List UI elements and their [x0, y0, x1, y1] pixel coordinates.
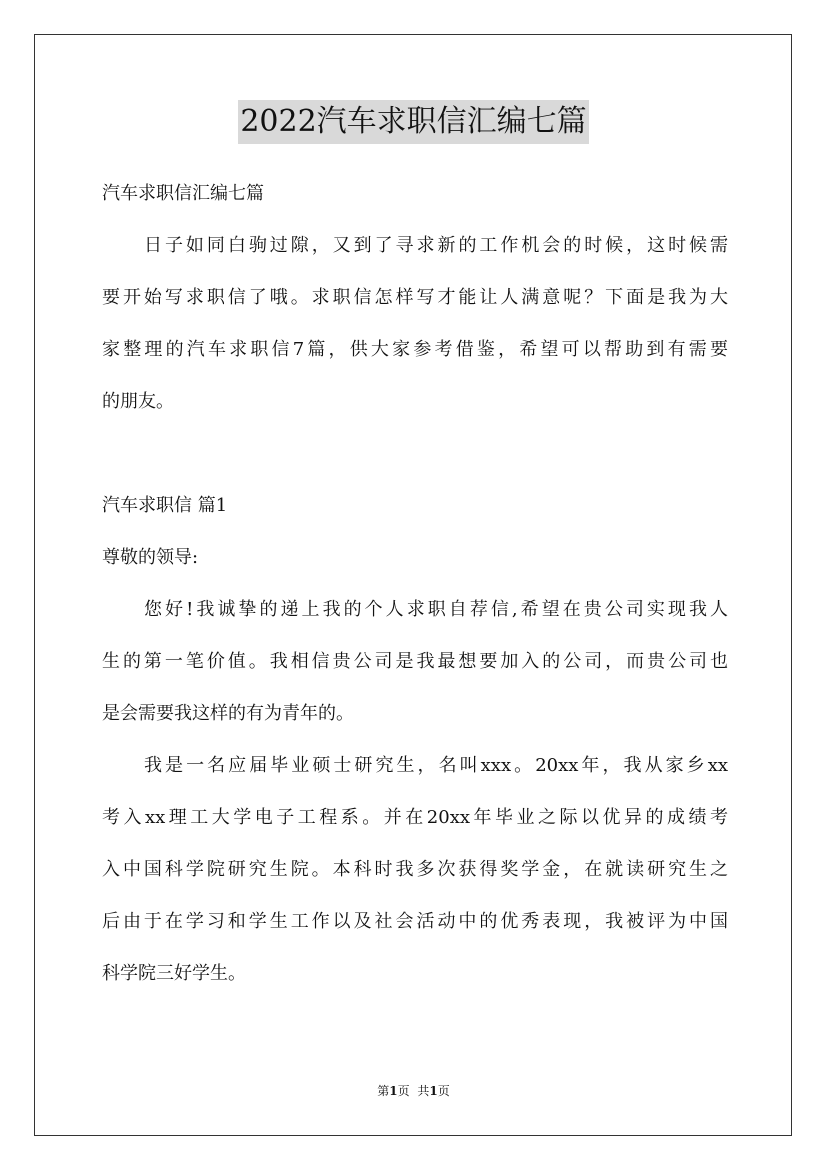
paragraph-line: 是会需要我这样的有为青年的。	[102, 703, 354, 724]
paragraph-line: 我是一名应届毕业硕士研究生，名叫xxx。20xx年，我从家乡xx	[144, 755, 728, 776]
salutation: 尊敬的领导:	[102, 547, 199, 568]
paragraph-line: 科学院三好学生。	[102, 963, 246, 984]
document-title: 2022汽车求职信汇编七篇	[238, 100, 588, 144]
paragraph-line: 要开始写求职信了哦。求职信怎样写才能让人满意呢？下面是我为大	[102, 287, 728, 308]
footer-total-prefix: 共	[417, 1084, 430, 1098]
paragraph-line: 考入xx理工大学电子工程系。并在20xx年毕业之际以优异的成绩考	[102, 807, 728, 828]
document-subtitle: 汽车求职信汇编七篇	[102, 183, 264, 204]
paragraph-line: 家整理的汽车求职信7篇，供大家参考借鉴，希望可以帮助到有需要	[102, 339, 728, 360]
spacer	[102, 428, 728, 480]
paragraph-line: 生的第一笔价值。我相信贵公司是我最想要加入的公司，而贵公司也	[102, 651, 728, 672]
paragraph-2	[102, 740, 728, 1000]
footer-page-unit: 页	[397, 1084, 410, 1098]
page-footer	[0, 1082, 827, 1099]
intro-paragraph	[102, 220, 728, 428]
footer-total-pages: 1	[429, 1084, 438, 1098]
paragraph-line: 您好!我诚挚的递上我的个人求职自荐信,希望在贵公司实现我人	[144, 599, 728, 620]
document-body	[102, 168, 728, 1000]
paragraph-line: 日子如同白驹过隙，又到了寻求新的工作机会的时候，这时候需	[144, 235, 728, 256]
title-wrap	[0, 100, 827, 144]
paragraph-line: 后由于在学习和学生工作以及社会活动中的优秀表现，我被评为中国	[102, 911, 728, 932]
section-heading: 汽车求职信 篇1	[102, 495, 228, 516]
paragraph-line: 入中国科学院研究生院。本科时我多次获得奖学金，在就读研究生之	[102, 859, 728, 880]
paragraph-1	[102, 584, 728, 740]
footer-page-number: 1	[389, 1084, 398, 1098]
footer-total-unit: 页	[437, 1084, 450, 1098]
footer-prefix: 第	[377, 1084, 390, 1098]
paragraph-line: 的朋友。	[102, 391, 174, 412]
